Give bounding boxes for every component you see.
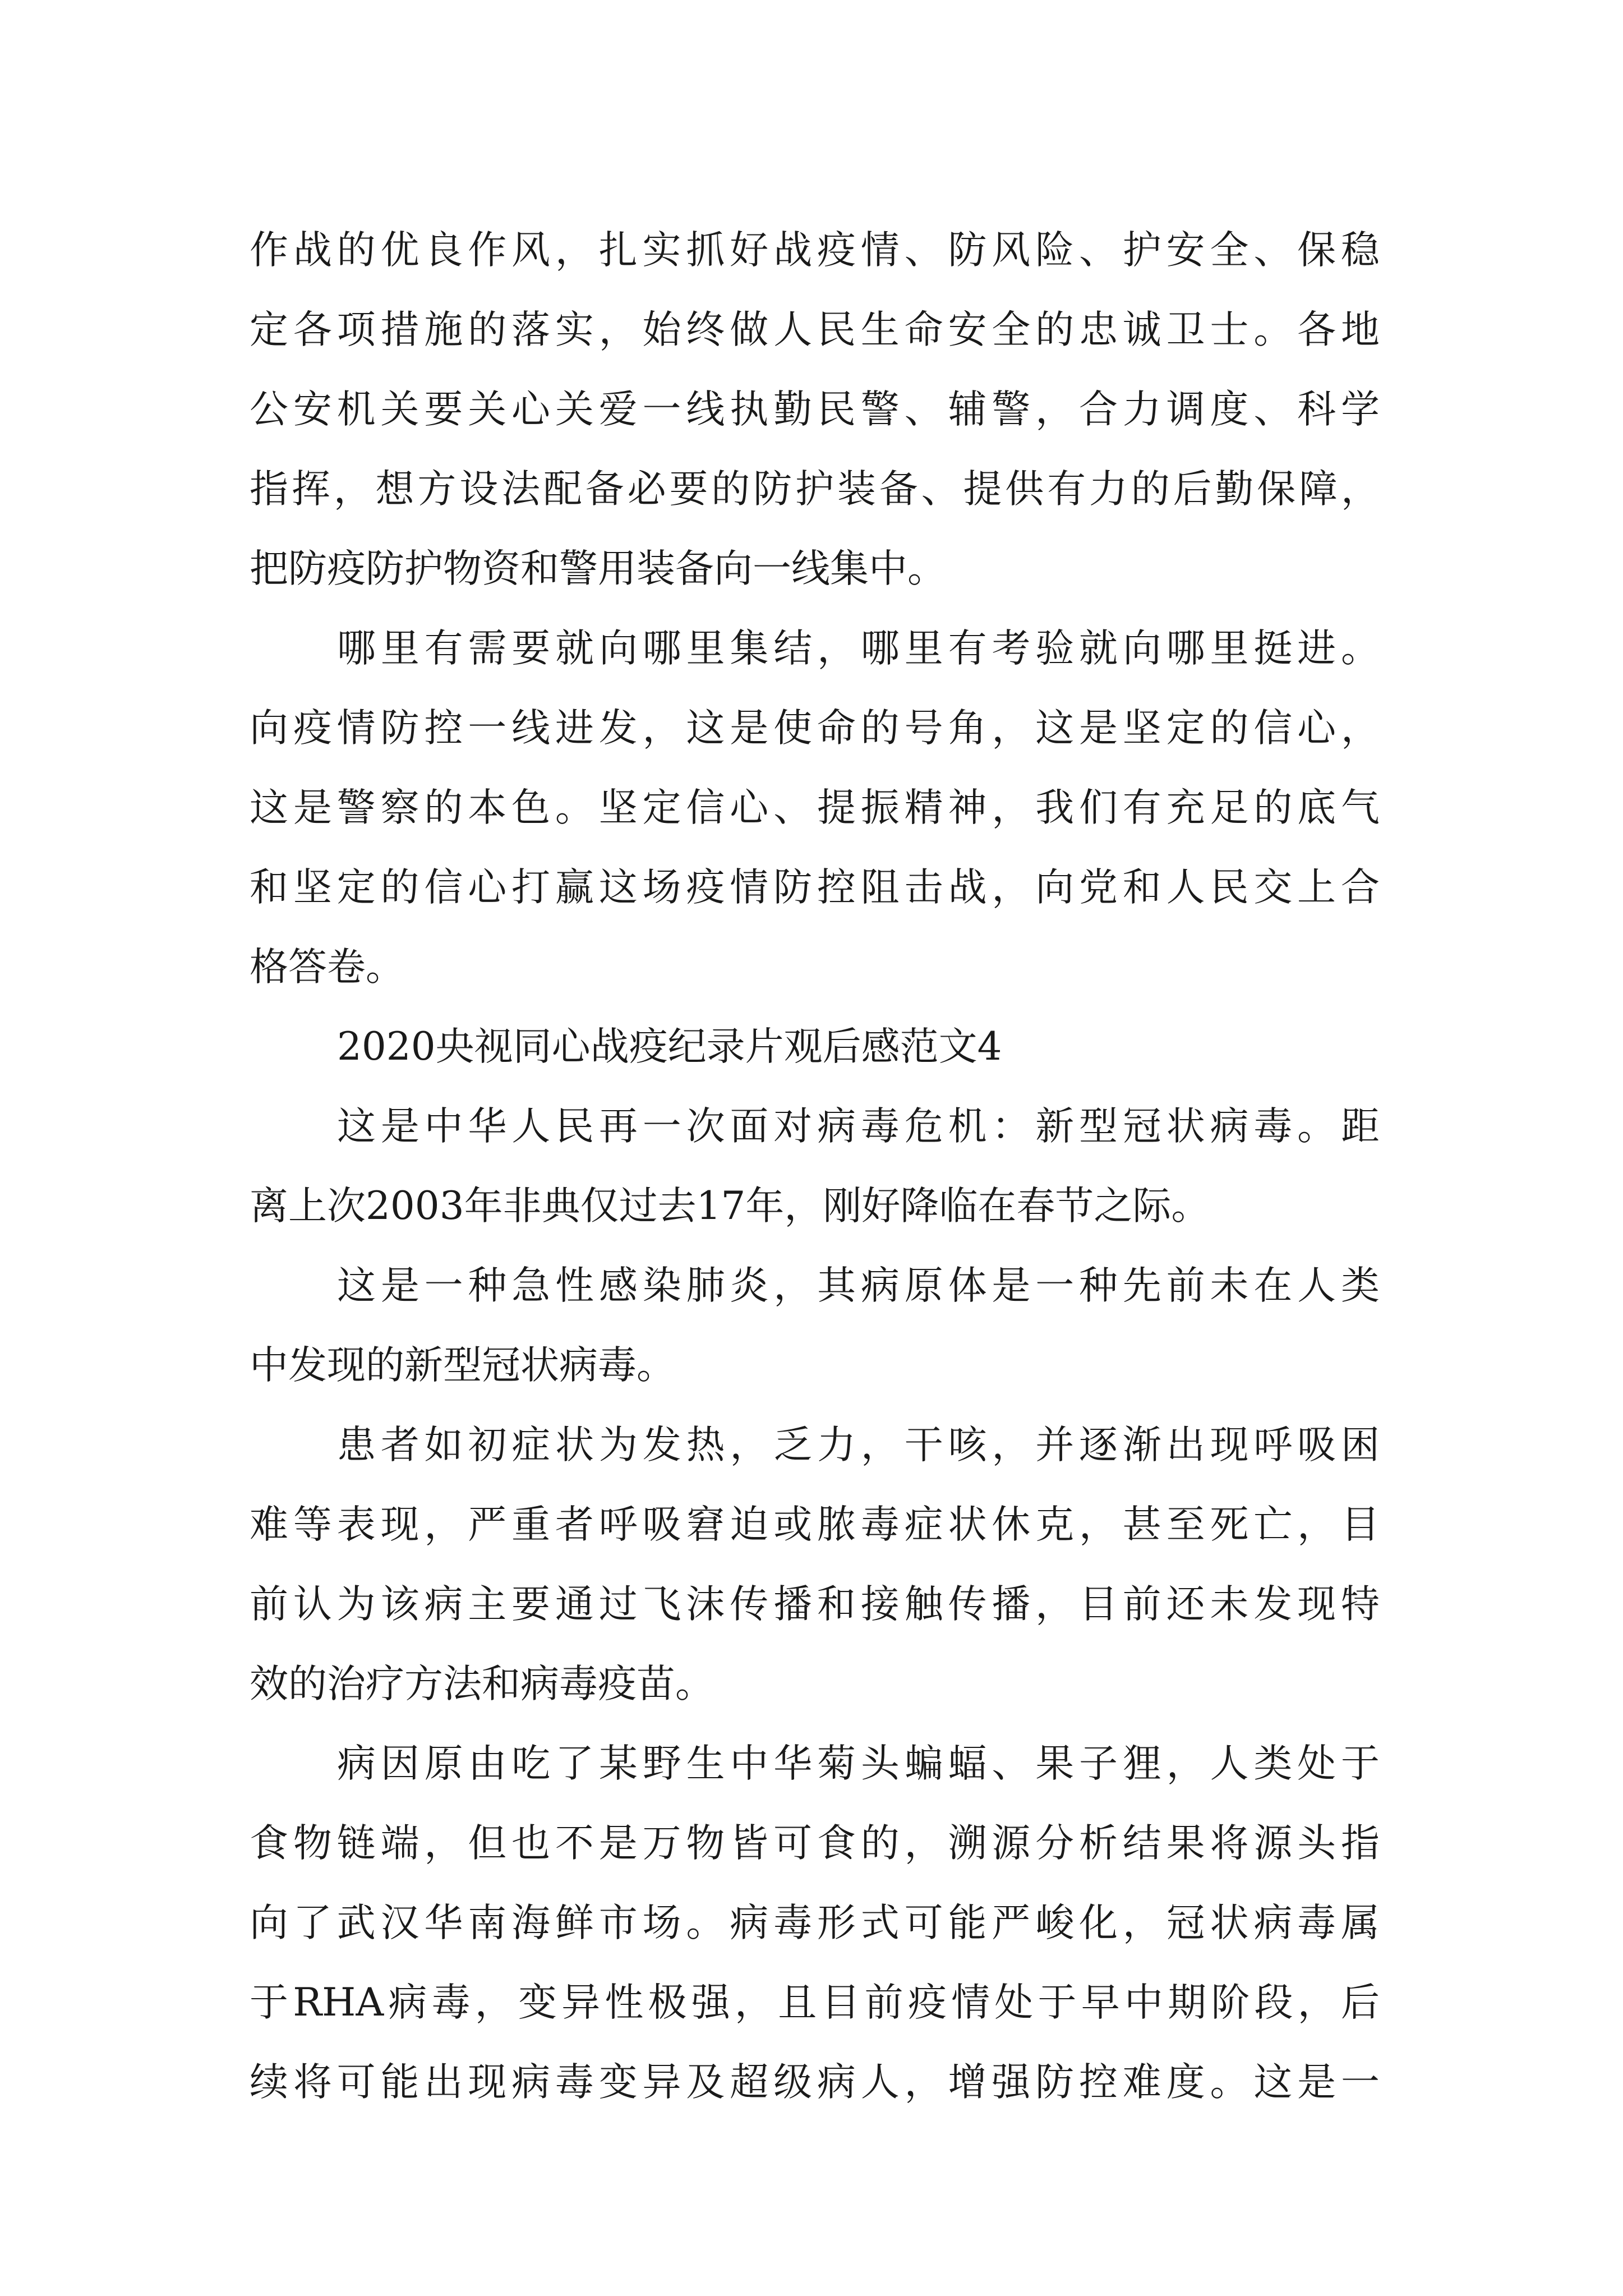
text-line: 难等表现，严重者呼吸窘迫或脓毒症状休克，甚至死亡，目	[250, 1502, 1380, 1547]
text-line: 把防疫防护物资和警用装备向一线集中。	[250, 546, 946, 591]
text-line: 离上次2003年非典仅过去17年，刚好降临在春节之际。	[250, 1184, 1210, 1228]
text-line: 病因原由吃了某野生中华菊头蝙蝠、果子狸，人类处于	[337, 1741, 1380, 1786]
text-line: 定各项措施的落实，始终做人民生命安全的忠诚卫士。各地	[250, 307, 1380, 352]
text-line: 这是警察的本色。坚定信心、提振精神，我们有充足的底气	[250, 785, 1380, 830]
text-line: 中发现的新型冠状病毒。	[250, 1343, 675, 1388]
text-line: 哪里有需要就向哪里集结，哪里有考验就向哪里挺进。	[337, 626, 1380, 671]
text-line: 向疫情防控一线进发，这是使命的号角，这是坚定的信心，	[250, 706, 1380, 751]
text-line: 效的治疗方法和病毒疫苗。	[250, 1662, 714, 1706]
text-line: 作战的优良作风，扎实抓好战疫情、防风险、护安全、保稳	[250, 228, 1380, 273]
text-line: 食物链端，但也不是万物皆可食的，溯源分析结果将源头指	[250, 1821, 1380, 1866]
text-line: 续将可能出现病毒变异及超级病人，增强防控难度。这是一	[250, 2060, 1380, 2105]
text-line: 公安机关要关心关爱一线执勤民警、辅警，合力调度、科学	[250, 387, 1380, 432]
text-line: 患者如初症状为发热，乏力，干咳，并逐渐出现呼吸困	[337, 1423, 1380, 1467]
text-line: 这是一种急性感染肺炎，其病原体是一种先前未在人类	[337, 1263, 1380, 1308]
text-line: 和坚定的信心打赢这场疫情防控阻击战，向党和人民交上合	[250, 865, 1380, 910]
text-line: 格答卷。	[250, 945, 404, 990]
text-line: 于RHA病毒，变异性极强，且目前疫情处于早中期阶段，后	[250, 1980, 1380, 2025]
text-line: 这是中华人民再一次面对病毒危机：新型冠状病毒。距	[337, 1104, 1380, 1149]
document-body	[250, 210, 1380, 2122]
text-line: 前认为该病主要通过飞沫传播和接触传播，目前还未发现特	[250, 1582, 1380, 1627]
text-line: 指挥，想方设法配备必要的防护装备、提供有力的后勤保障，	[250, 467, 1380, 512]
text-line: 2020央视同心战疫纪录片观后感范文4	[337, 1024, 1002, 1069]
text-line: 向了武汉华南海鲜市场。病毒形式可能严峻化，冠状病毒属	[250, 1901, 1380, 1945]
